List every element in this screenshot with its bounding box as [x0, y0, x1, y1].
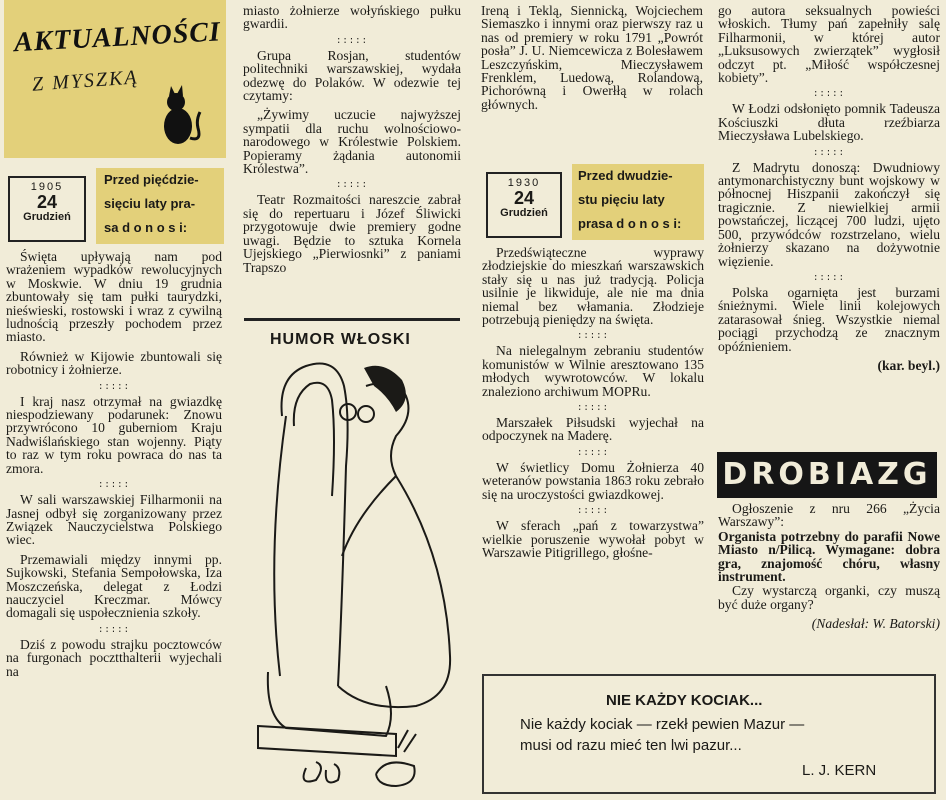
date-badge-1930: 1930 24 Grudzień [486, 172, 562, 238]
paragraph: Czy wystarczą organki, czy muszą być duże organy? [718, 583, 940, 612]
column-2: miasto żołnierze wołyńskiego pułku gwardii. ::::: Grupa Rosjan, studentów politechniki warszawskiej, wydała odezwę do Polaków. W odezwie tej czytamy: „Żywimy uczucie najwyższej sympatii dla ruchu wolnościowo-narodowego w Królestwie Polskiem. Popieramy żądania autonomii Królestwa”. ::::: Teatr Rozmaitości nareszcie zabrał się do repertuaru i Józef Śliwicki przygotowuje dwie premiery godne uwagi. Będzie to sztuka Kornela Ujejskiego „Pierwiosnki” z paniami Trapszo [243, 3, 461, 275]
column-1905: Święta upływają nam pod wrażeniem wypadków rewolucyjnych w Moskwie. W dniu 19 grudnia zbuntowały się tam pułki taurydzki, nieświeski, rostowski i wraz z cywilną ludnością przeszły pochodem przez miasto. Również w Kijowie zbuntowali się robotnicy i żołnierze. ::::: I kraj nasz otrzymał na gwiazdkę niespodziewany podarunek: Znowu przywrócono 10 guberniom Kraju Nadwiślańskiego stan wojenny. Piąty to raz w tym roku powraca do nas ta zmora. ::::: W sali warszawskiej Filharmonii na Jasnej odbył się zorganizowany przez Związek Nauczycielstwa Polskiego wiec. Przemawiali między innymi pp. Sujkowski, Stefania Sempołowska, Iza Moszczeńska, delegat z Łodzi nauczyciel Kreczmar. Mówcy domagali się uspołecznienia szkoły. ::::: Dziś z powodu strajku pocztowców na furgonach pocztthalterii wyjechali na [6, 249, 222, 679]
credit: (Nadesłał: W. Batorski) [811, 616, 940, 632]
paragraph: Teatr Rozmaitości nareszcie zabrał się do repertuaru i Józef Śliwicki przygotowuje dwie premiery godne uwagi. Będzie to sztuka Kornela Ujejskiego „Pierwiosnki” z paniami Trapszo [243, 192, 461, 275]
paragraph: Ogłoszenie z nru 266 „Życia Warszawy”: [718, 501, 940, 530]
logo-title: AKTUALNOŚCI [13, 16, 222, 59]
paragraph: go autora seksualnych powieści włoskich. Tłumy pań zapełniły salę Filharmonii, w której autor „Luksusowych zwierzątek” wygłosił odczyt pt. „Miłość współczesnej kobiety”. [718, 3, 940, 86]
paragraph: Marszałek Piłsudski wyjechał na odpoczynek na Maderę. [482, 415, 704, 444]
cat-icon [152, 72, 204, 152]
cartoon-illustration [246, 356, 474, 800]
drobiazg-content [718, 502, 940, 631]
paragraph: W świetlicy Domu Żołnierza 40 weteranów powstania 1863 roku zebrało się na uroczystości gwiazdkowej. [482, 459, 704, 502]
paragraph: I kraj nasz otrzymał na gwiazdkę niespodziewany podarunek: Znowu przywrócono 10 guberniom Kraju Nadwiślańskiego stan wojenny. Piąty to raz w tym roku powraca do nas ta zmora. [6, 393, 222, 476]
drobiazg-title: DROBIAZG [717, 452, 937, 498]
date-badge-1905: 1905 24 Grudzień [8, 176, 86, 242]
paragraph: Święta upływają nam pod wrażeniem wypadków rewolucyjnych w Moskwie. W dniu 19 grudnia zbuntowały się tam pułki taurydzki, nieświeski, rostowski i wraz z cywilną ludnością przeszły pochodem przez miasto. [6, 249, 222, 345]
humor-title: HUMOR WŁOSKI [270, 331, 411, 348]
paragraph: W sferach „pań z towarzystwa” wielkie poruszenie wywołał pobyt w Warszawie Pitigrillego, głośne- [482, 518, 704, 560]
paragraph: miasto żołnierze wołyńskiego pułku gwardii. [243, 3, 461, 32]
header-logo [4, 0, 226, 158]
column-3 [481, 4, 703, 117]
paragraph: Ireną i Teklą, Siennicką, Wojciechem Siemaszko i innymi oraz pierwszy raz u nas od premiery w roku 1791 „Powrót posła” J. U. Niemcewicza z Bolesławem Leszczyńskim, Mieczysławem Frenklem, Luedową, Rolandową, Pichorówną i Owerłłą w rolach głównych. [481, 3, 703, 112]
poem-line: Nie każdy kociak — rzekł pewien Mazur — [520, 716, 805, 733]
poem-title: NIE KAŻDY KOCIAK... [606, 692, 763, 709]
paragraph: Dziś z powodu strajku pocztowców na furgonach pocztthalterii wyjechali na [6, 636, 222, 679]
paragraph: Przemawiali między innymi pp. Sujkowski, Stefania Sempołowska, Iza Moszczeńska, delegat z Łodzi nauczyciel Kreczmar. Mówcy domagali się uspołecznienia szkoły. [6, 551, 222, 621]
paragraph: Przedświąteczne wyprawy złodziejskie do mieszkań warszawskich stały się u nas już tradycją. Policja usilnie je likwiduje, ale nie ma dnia niemal bez włamania. Złodzieje potrzebują pieniędzy na święta. [482, 245, 704, 328]
paragraph: Z Madrytu donoszą: Dwudniowy antymonarchistyczny bunt wojskowy w północnej Hiszpanii zakończył się tragicznie. Z niewielkiej armii powstańczej, liczącej 700 ludzi, ujęto 500, przywódców rozstrzelano, wielu żołnierzy skazano na dożywotnie więzienie. [718, 159, 940, 269]
section-heading-1905: Przed pięćdzie- sięciu laty pra- sa d o n o s i: [104, 172, 199, 235]
advert-text: Organista potrzebny do parafii Nowe Miasto n/Pilicą. Wymagane: dobra gra, znajomość chóru, własny instrument. [718, 528, 940, 585]
paragraph: Grupa Rosjan, studentów politechniki warszawskiej, wydała odezwę do Polaków. W odezwie tej czytamy: [243, 47, 461, 104]
section-heading-1930: Przed dwudzie- stu pięciu laty prasa d o n o s i: [578, 168, 682, 231]
poem-box [482, 674, 936, 794]
poem-line: musi od razu mieć ten lwi pazur... [520, 737, 742, 754]
paragraph: „Żywimy uczucie najwyższej sympatii dla ruchu wolnościowo-narodowego w Królestwie Polskiem. Popieramy żądania autonomii Królestwa”. [243, 107, 461, 177]
paragraph: Również w Kijowie zbuntowali się robotnicy i żołnierze. [6, 348, 222, 378]
paragraph: Polska ogarnięta jest burzami śnieżnymi. Wiele linii kolejowych zatarasował śnieg. Wszystkie niemal pociągi przychodzą ze znacznym opóźnieniem. [718, 284, 940, 354]
column-1930: Przedświąteczne wyprawy złodziejskie do mieszkań warszawskich stały się u nas już tradycją. Policja usilnie je likwiduje, ale nie ma dnia niemal bez włamania. Złodzieje potrzebują pieniędzy na święta. ::::: Na nielegalnym zebraniu studentów komunistów w Wilnie aresztowano 135 młodych wywrotowców. W lokalu znaleziono archiwum MOPRu. ::::: Marszałek Piłsudski wyjechał na odpoczynek na Maderę. ::::: W świetlicy Domu Żołnierza 40 weteranów powstania 1863 roku zebrało się na uroczystości gwiazdkowej. ::::: W sferach „pań z towarzystwa” wielkie poruszenie wywołał pobyt w Warszawie Pitigrillego, głośne- [482, 245, 704, 560]
credit: (kar. beyl.) [877, 357, 940, 373]
poem-author: L. J. KERN [802, 762, 877, 779]
paragraph: W sali warszawskiej Filharmonii na Jasnej odbył się zorganizowany przez Związek Nauczycielstwa Polskiego wiec. [6, 492, 222, 548]
paragraph: Na nielegalnym zebraniu studentów komunistów w Wilnie aresztowano 135 młodych wywrotowców. W lokalu znaleziono archiwum MOPRu. [482, 343, 704, 399]
paragraph: W Łodzi odsłonięto pomnik Tadeusza Kościuszki dłuta rzeźbiarza Mieczysława Lubelskiego. [718, 101, 940, 144]
column-4: go autora seksualnych powieści włoskich. Tłumy pań zapełniły salę Filharmonii, w której autor „Luksusowych zwierzątek” wygłosił odczyt pt. „Miłość współczesnej kobiety”. ::::: W Łodzi odsłonięto pomnik Tadeusza Kościuszki dłuta rzeźbiarza Mieczysława Lubelskiego. ::::: Z Madrytu donoszą: Dwudniowy antymonarchistyczny bunt wojskowy w północnej Hiszpanii zakończył się tragicznie. Z niewielkiej armii powstańczej, liczącej 700 ludzi, ujęto 500, przywódców rozstrzelano, wielu żołnierzy skazano na dożywotnie więzienie. ::::: Polska ogarnięta jest burzami śnieżnymi. Wiele linii kolejowych zatarasował śnieg. Wszystkie niemal pociągi przychodzą ze znacznym opóźnieniem. (kar. beyl.) [718, 3, 940, 373]
logo-subtitle: Z MYSZKĄ [31, 66, 140, 96]
